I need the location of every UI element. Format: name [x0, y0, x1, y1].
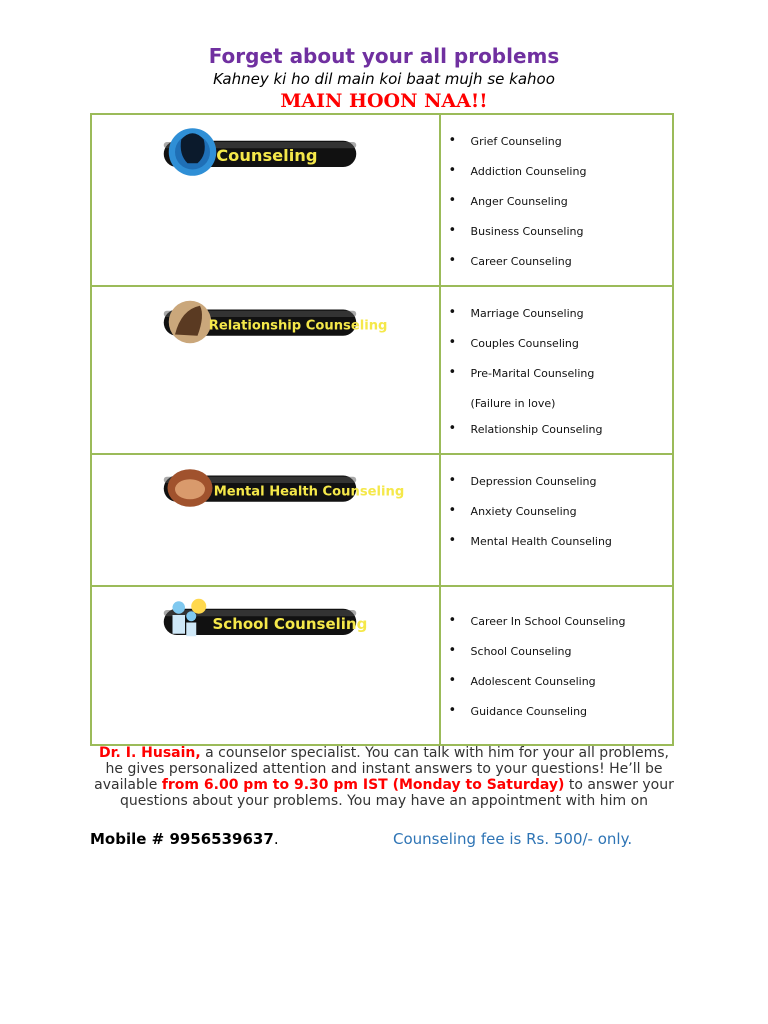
service-list	[441, 287, 672, 453]
list-item: • Depression Counseling	[471, 475, 672, 505]
mental-health-counseling-banner	[104, 463, 416, 513]
service-list	[441, 455, 672, 565]
list-cell	[440, 586, 673, 745]
banner-cell	[91, 114, 440, 286]
list-item: • Pre-Marital Counseling	[471, 367, 672, 397]
list-item: • Anger Counseling	[471, 195, 672, 225]
page-title: Forget about your all problems	[208, 44, 560, 68]
table-row	[91, 454, 673, 586]
list-item: • Couples Counseling	[471, 337, 672, 367]
banner-cell	[91, 286, 440, 454]
list-item: • Mental Health Counseling	[471, 535, 672, 565]
list-item-note: (Failure in love)	[470, 397, 556, 410]
list-item: • Guidance Counseling	[471, 705, 672, 735]
mobile-number: Mobile # 9956539637.	[90, 830, 279, 848]
page-subtitle: Kahney ki ho dil main koi baat mujh se kahoo	[213, 70, 555, 88]
school-counseling-banner	[104, 595, 416, 645]
banner-cell	[91, 454, 440, 586]
list-item: • School Counseling	[471, 645, 672, 675]
banner-text: Mental Health Counseling	[213, 484, 405, 500]
doctor-info-paragraph	[92, 745, 676, 809]
banner-text: Relationship Counseling	[208, 318, 388, 334]
service-list	[441, 587, 672, 735]
counseling-banner	[104, 127, 416, 177]
info-text: to answer your questions about your problems. You may have an appointment with him on	[119, 777, 674, 809]
list-item: • Grief Counseling	[471, 135, 672, 165]
list-item: • Anxiety Counseling	[471, 505, 672, 535]
list-item: • Marriage Counseling	[471, 307, 672, 337]
list-item: • Career In School Counseling	[471, 615, 672, 645]
list-cell	[440, 114, 673, 286]
table-row	[91, 114, 673, 286]
doctor-name: Dr. I. Husain,	[99, 745, 201, 761]
service-list	[441, 115, 672, 285]
info-text: a counselor specialist. You can talk with him for your all problems, he gives personalized attention and instant answers to your questions! He’ll be available	[94, 745, 669, 793]
list-cell	[440, 454, 673, 586]
banner-cell	[91, 586, 440, 745]
available-hours: from 6.00 pm to 9.30 pm IST (Monday to Saturday)	[161, 777, 565, 793]
table-row	[91, 586, 673, 745]
services-table	[90, 113, 674, 746]
list-item: • Addiction Counseling	[471, 165, 672, 195]
list-item: • Career Counseling	[471, 255, 672, 285]
counseling-fee: Counseling fee is Rs. 500/- only.	[393, 830, 633, 848]
relationship-counseling-banner	[104, 297, 416, 347]
list-item: • Business Counseling	[471, 225, 672, 255]
list-item: • Adolescent Counseling	[471, 675, 672, 705]
list-item: • Relationship Counseling	[471, 423, 672, 453]
banner-text: School Counseling	[212, 614, 368, 633]
table-row	[91, 286, 673, 454]
list-cell	[440, 286, 673, 454]
page-tagline: MAIN HOON NAA!!	[280, 90, 488, 112]
banner-text: Counseling	[216, 145, 318, 165]
